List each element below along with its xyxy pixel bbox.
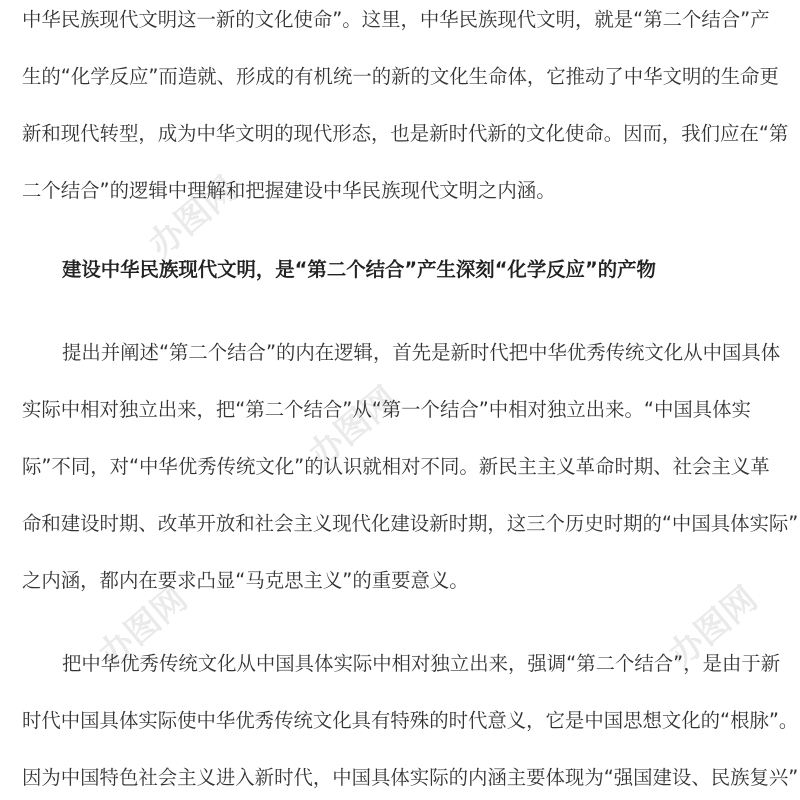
paragraph-line: 时代中国具体实际使中华优秀传统文化具有特殊的时代意义，它是中国思想文化的“根脉”。 <box>22 709 799 732</box>
paragraph-line: 生的“化学反应”而造就、形成的有机统一的新的文化生命体，它推动了中华文明的生命更 <box>22 65 779 88</box>
paragraph-line: 命和建设时期、改革开放和社会主义现代化建设新时期，这三个历史时期的“中国具体实际” <box>22 512 799 535</box>
section-heading: 建设中华民族现代文明，是“第二个结合”产生深刻“化学反应”的产物 <box>62 258 656 281</box>
paragraph-line: 之内涵，都内在要求凸显“马克思主义”的重要意义。 <box>22 569 469 592</box>
paragraph-line: 实际中相对独立出来，把“第二个结合”从“第一个结合”中相对独立出来。“中国具体实 <box>22 398 751 421</box>
paragraph-line: 际”不同，对“中华优秀传统文化”的认识就相对不同。新民主主义革命时期、社会主义革 <box>22 455 770 478</box>
paragraph-line: 新和现代转型，成为中华文明的现代形态，也是新时代新的文化使命。因而，我们应在“第 <box>22 122 789 145</box>
paragraph-line: 中华民族现代文明这一新的文化使命”。这里，中华民族现代文明，就是“第二个结合”产 <box>22 8 770 31</box>
paragraph-line: 因为中国特色社会主义进入新时代，中国具体实际的内涵主要体现为“强国建设、民族复兴” <box>22 766 799 789</box>
paragraph-line: 二个结合”的逻辑中理解和把握建设中华民族现代文明之内涵。 <box>22 179 556 202</box>
paragraph-line: 提出并阐述“第二个结合”的内在逻辑，首先是新时代把中华优秀传统文化从中国具体 <box>62 341 781 364</box>
watermark: 办图网 <box>91 579 196 676</box>
watermark: 办图网 <box>301 379 406 476</box>
watermark: 办图网 <box>661 579 766 676</box>
watermark: 办图网 <box>141 169 246 266</box>
paragraph-line: 把中华优秀传统文化从中国具体实际中相对独立出来，强调“第二个结合”，是由于新 <box>62 652 781 675</box>
